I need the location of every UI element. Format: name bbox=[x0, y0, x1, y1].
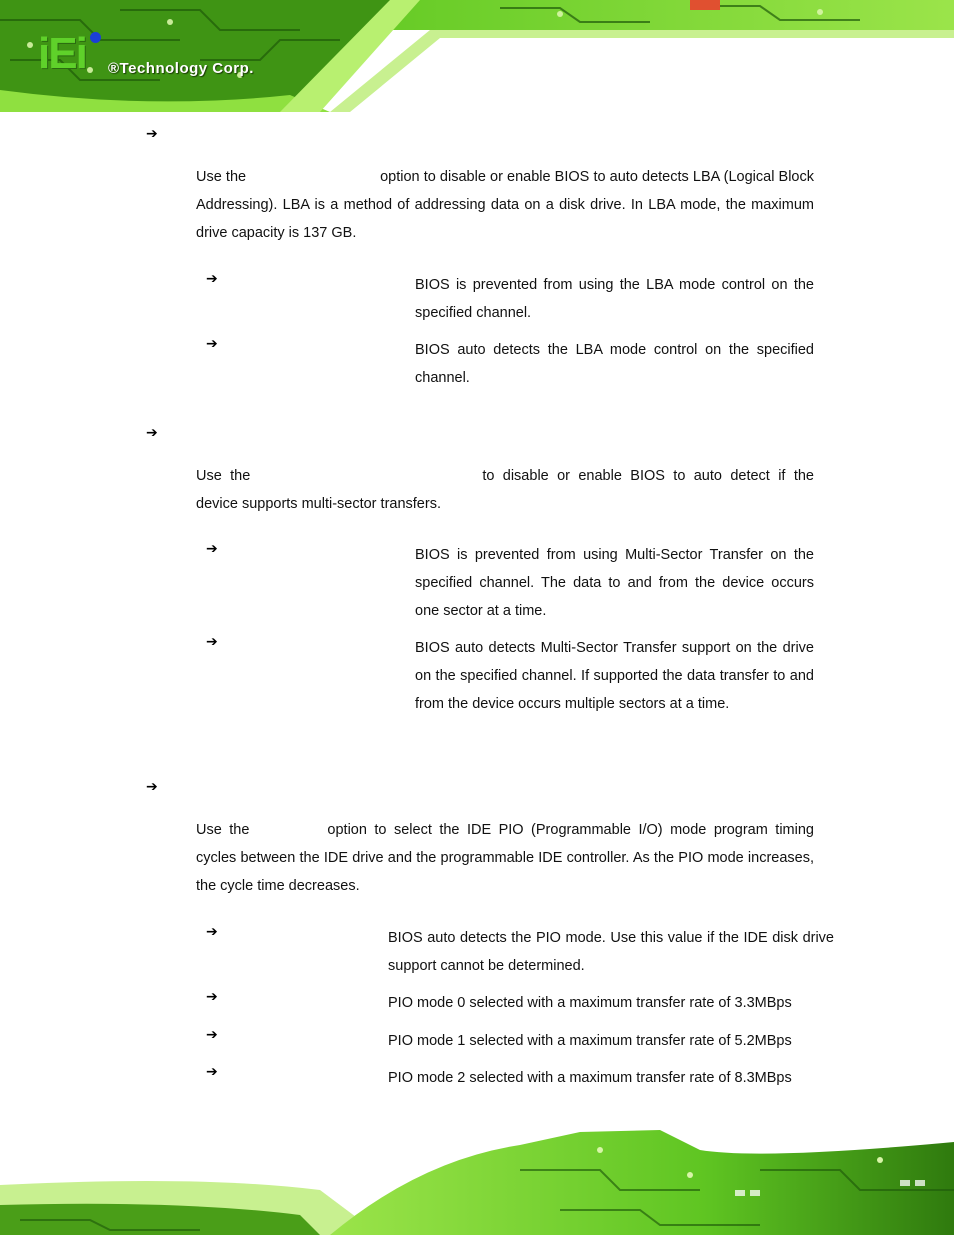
arrow-right-icon: ➔ bbox=[146, 779, 158, 795]
company-logo bbox=[38, 30, 298, 82]
arrow-right-icon: ➔ bbox=[206, 989, 218, 1005]
option-description: BIOS auto detects Multi-Sector Transfer support on the drive on the specified channel. If supported the data transfer to and from the device occurs multiple sectors at a time. bbox=[415, 640, 814, 712]
arrow-right-icon: ➔ bbox=[206, 1027, 218, 1043]
arrow-right-icon: ➔ bbox=[206, 1064, 218, 1080]
arrow-right-icon: ➔ bbox=[146, 126, 158, 142]
option-description: BIOS auto detects the LBA mode control on the specified channel. bbox=[415, 342, 814, 386]
intro-text-start: Use the bbox=[196, 169, 247, 185]
section-3-intro bbox=[196, 816, 814, 900]
arrow-right-icon: ➔ bbox=[206, 271, 218, 287]
logo-iei-text: iEi bbox=[38, 29, 86, 78]
intro-text-start: Use the bbox=[196, 822, 250, 838]
arrow-right-icon: ➔ bbox=[206, 336, 218, 352]
option-description: PIO mode 2 selected with a maximum transfer rate of 8.3MBps bbox=[388, 1070, 792, 1086]
arrow-right-icon: ➔ bbox=[206, 541, 218, 557]
intro-text-rest: option to select the IDE PIO (Programmable I/O) mode program timing cycles between the IDE drive and the programmable IDE controller. As the PIO mode increases, the cycle time decreases. bbox=[196, 822, 814, 894]
intro-text-rest: option to disable or enable BIOS to auto detects LBA (Logical Block Addressing). LBA is a method of addressing data on a disk drive. In LBA mode, the maximum drive capacity is 137 GB. bbox=[196, 169, 814, 241]
arrow-right-icon: ➔ bbox=[146, 425, 158, 441]
option-description: BIOS auto detects the PIO mode. Use this value if the IDE disk drive support cannot be determined. bbox=[388, 930, 834, 974]
logo-dot-icon bbox=[90, 32, 101, 43]
page-footer bbox=[0, 1120, 954, 1235]
option-description: PIO mode 1 selected with a maximum transfer rate of 5.2MBps bbox=[388, 1033, 792, 1049]
option-description: PIO mode 0 selected with a maximum transfer rate of 3.3MBps bbox=[388, 995, 792, 1011]
intro-text-rest: to disable or enable BIOS to auto detect if the device supports multi-sector transfers. bbox=[196, 468, 814, 512]
option-description: BIOS is prevented from using Multi-Sector Transfer on the specified channel. The data to and from the device occurs one sector at a time. bbox=[415, 547, 814, 619]
arrow-right-icon: ➔ bbox=[206, 634, 218, 650]
section-2-intro bbox=[196, 462, 814, 518]
page-header bbox=[0, 0, 954, 112]
intro-text-start: Use the bbox=[196, 468, 251, 484]
logo-tagline: ®Technology Corp. bbox=[108, 60, 254, 77]
section-1-intro bbox=[196, 163, 814, 247]
option-description: BIOS is prevented from using the LBA mode control on the specified channel. bbox=[415, 277, 814, 321]
circuit-board-footer-graphic bbox=[0, 1120, 954, 1235]
arrow-right-icon: ➔ bbox=[206, 924, 218, 940]
